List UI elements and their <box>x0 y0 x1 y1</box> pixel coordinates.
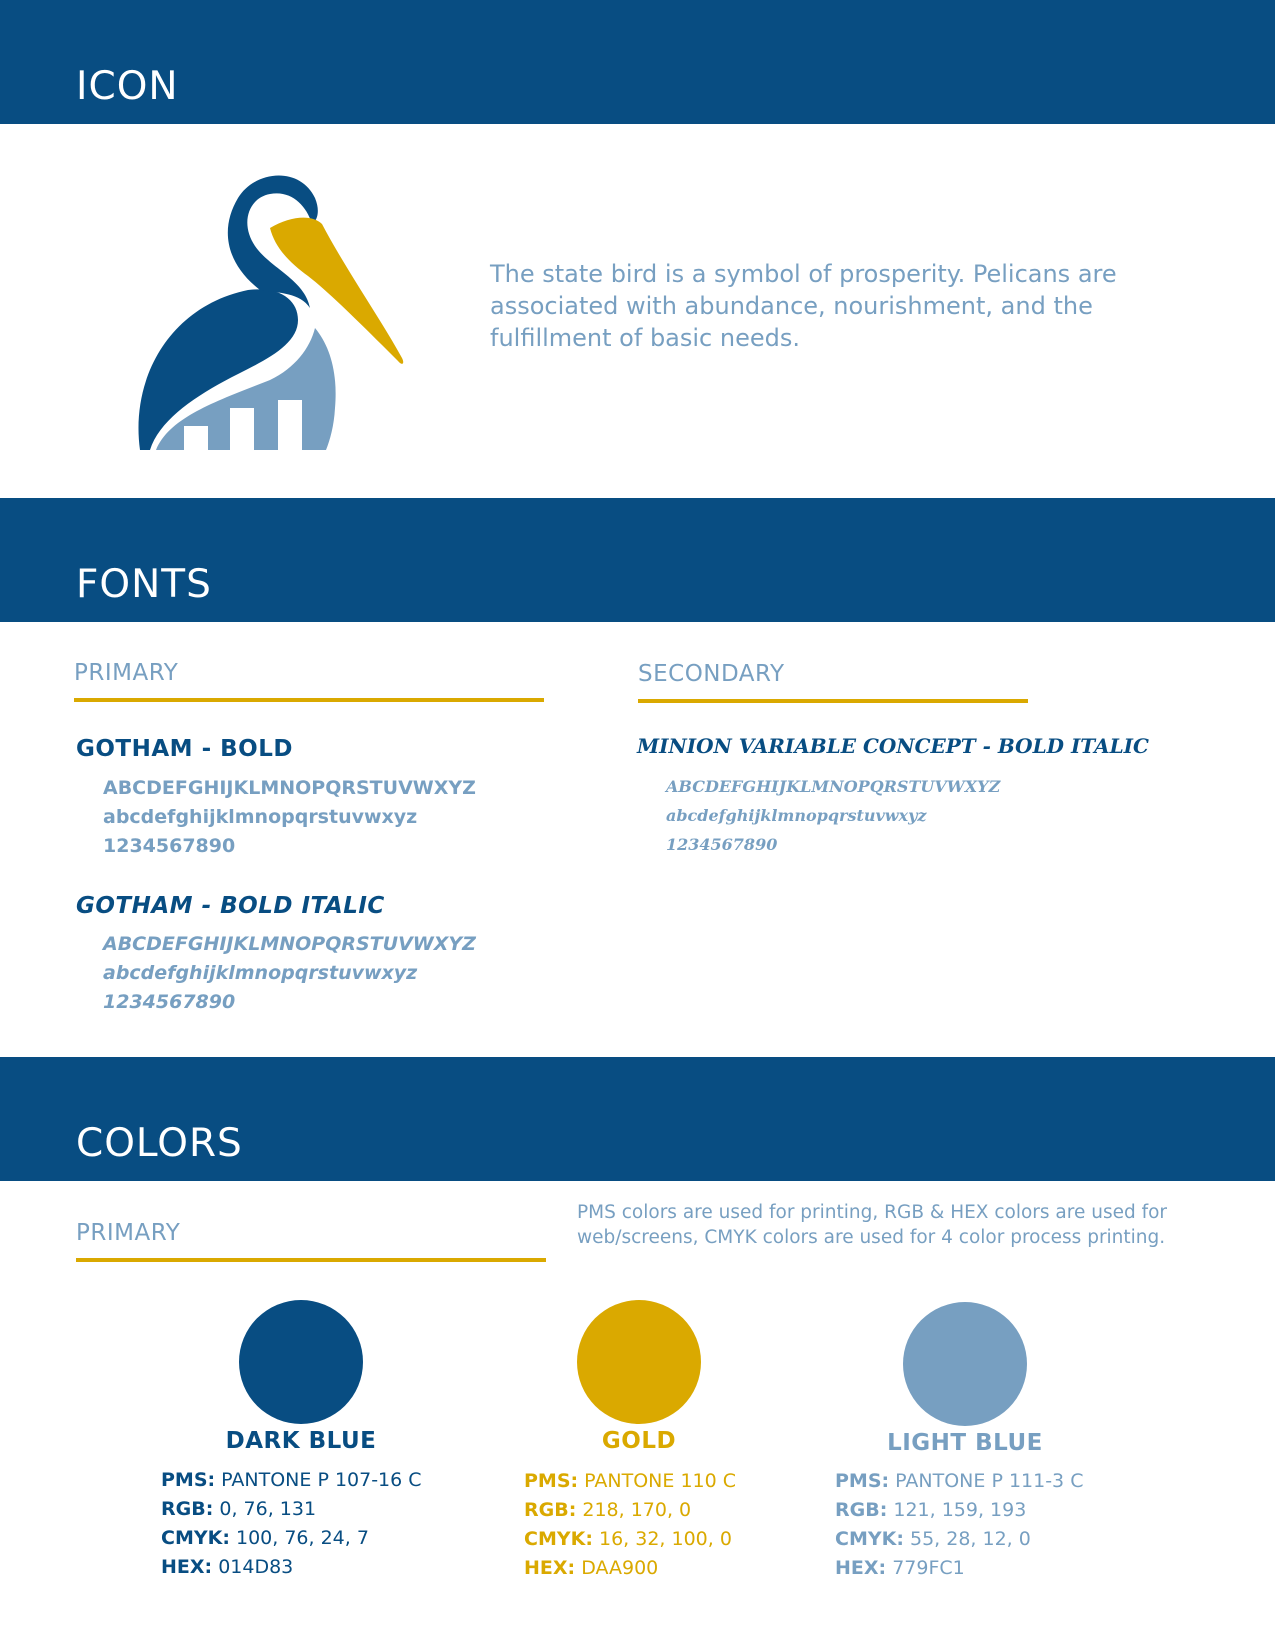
pms-value: PANTONE P 107-16 C <box>221 1469 422 1491</box>
font-sample-gotham-bold <box>103 774 476 861</box>
color-specs-light-blue: PMS: PANTONE P 111-3 C RGB: 121, 159, 193 CMYK: 55, 28, 12, 0 HEX: 779FC1 <box>835 1470 1084 1579</box>
color-specs-gold: PMS: PANTONE 110 C RGB: 218, 170, 0 CMYK: 16, 32, 100, 0 HEX: DAA900 <box>524 1470 737 1579</box>
hex-value: 014D83 <box>218 1556 294 1578</box>
rgb-value: 218, 170, 0 <box>582 1499 692 1521</box>
swatch-dark-blue <box>239 1300 363 1424</box>
rgb-value: 0, 76, 131 <box>219 1498 317 1520</box>
fonts-primary-label: PRIMARY <box>74 660 179 686</box>
font-sample-digits: 1234567890 <box>103 991 236 1013</box>
fonts-primary-rule <box>74 698 544 702</box>
font-sample-lower: abcdefghijklmnopqrstuvwxyz <box>103 806 418 828</box>
cmyk-value: 16, 32, 100, 0 <box>598 1528 732 1550</box>
fonts-secondary-rule <box>638 699 1028 703</box>
colors-primary-rule <box>76 1258 546 1262</box>
font-sample-upper: ABCDEFGHIJKLMNOPQRSTUVWXYZ <box>666 777 1001 796</box>
font-name-minion: MINION VARIABLE CONCEPT - BOLD ITALIC <box>637 734 1149 758</box>
font-sample-gotham-bold-italic <box>103 930 476 1017</box>
cmyk-value: 100, 76, 24, 7 <box>235 1527 369 1549</box>
font-name-gotham-bold: GOTHAM - BOLD <box>76 736 293 762</box>
section-title-fonts: FONTS <box>76 562 212 607</box>
section-title-colors: COLORS <box>76 1121 243 1166</box>
color-name-light-blue: LIGHT BLUE <box>887 1430 1043 1456</box>
section-header-fonts <box>0 498 1275 622</box>
swatch-gold <box>577 1300 701 1424</box>
font-sample-minion <box>666 772 1000 859</box>
font-sample-lower: abcdefghijklmnopqrstuvwxyz <box>666 806 927 825</box>
section-header-icon <box>0 0 1275 124</box>
section-header-colors <box>0 1057 1275 1181</box>
colors-primary-label: PRIMARY <box>76 1220 181 1246</box>
font-sample-lower: abcdefghijklmnopqrstuvwxyz <box>103 962 418 984</box>
icon-description: The state bird is a symbol of prosperity. Pelicans are associated with abundance, nourishment, and the fulfillment of basic needs. <box>490 260 1117 352</box>
font-sample-digits: 1234567890 <box>666 835 778 854</box>
font-sample-digits: 1234567890 <box>103 835 236 857</box>
swatch-light-blue <box>903 1302 1027 1426</box>
pms-value: PANTONE 110 C <box>584 1470 737 1492</box>
section-title-icon: ICON <box>76 64 179 109</box>
color-name-gold: GOLD <box>601 1428 677 1454</box>
font-sample-upper: ABCDEFGHIJKLMNOPQRSTUVWXYZ <box>103 777 476 799</box>
color-name-dark-blue: DARK BLUE <box>225 1428 377 1454</box>
rgb-value: 121, 159, 193 <box>893 1499 1027 1521</box>
pelican-logo-icon <box>130 168 430 458</box>
fonts-secondary-label: SECONDARY <box>638 661 785 687</box>
cmyk-value: 55, 28, 12, 0 <box>909 1528 1031 1550</box>
color-specs-dark-blue: PMS: PANTONE P 107-16 C RGB: 0, 76, 131 CMYK: 100, 76, 24, 7 HEX: 014D83 <box>161 1469 422 1578</box>
hex-value: DAA900 <box>581 1557 659 1579</box>
font-name-gotham-bold-italic: GOTHAM - BOLD ITALIC <box>76 893 385 919</box>
hex-value: 779FC1 <box>892 1557 965 1579</box>
colors-note: PMS colors are used for printing, RGB & HEX colors are used for web/screens, CMYK colors are used for 4 color process printing. <box>577 1202 1168 1248</box>
font-sample-upper: ABCDEFGHIJKLMNOPQRSTUVWXYZ <box>103 933 476 955</box>
pms-value: PANTONE P 111-3 C <box>895 1470 1084 1492</box>
